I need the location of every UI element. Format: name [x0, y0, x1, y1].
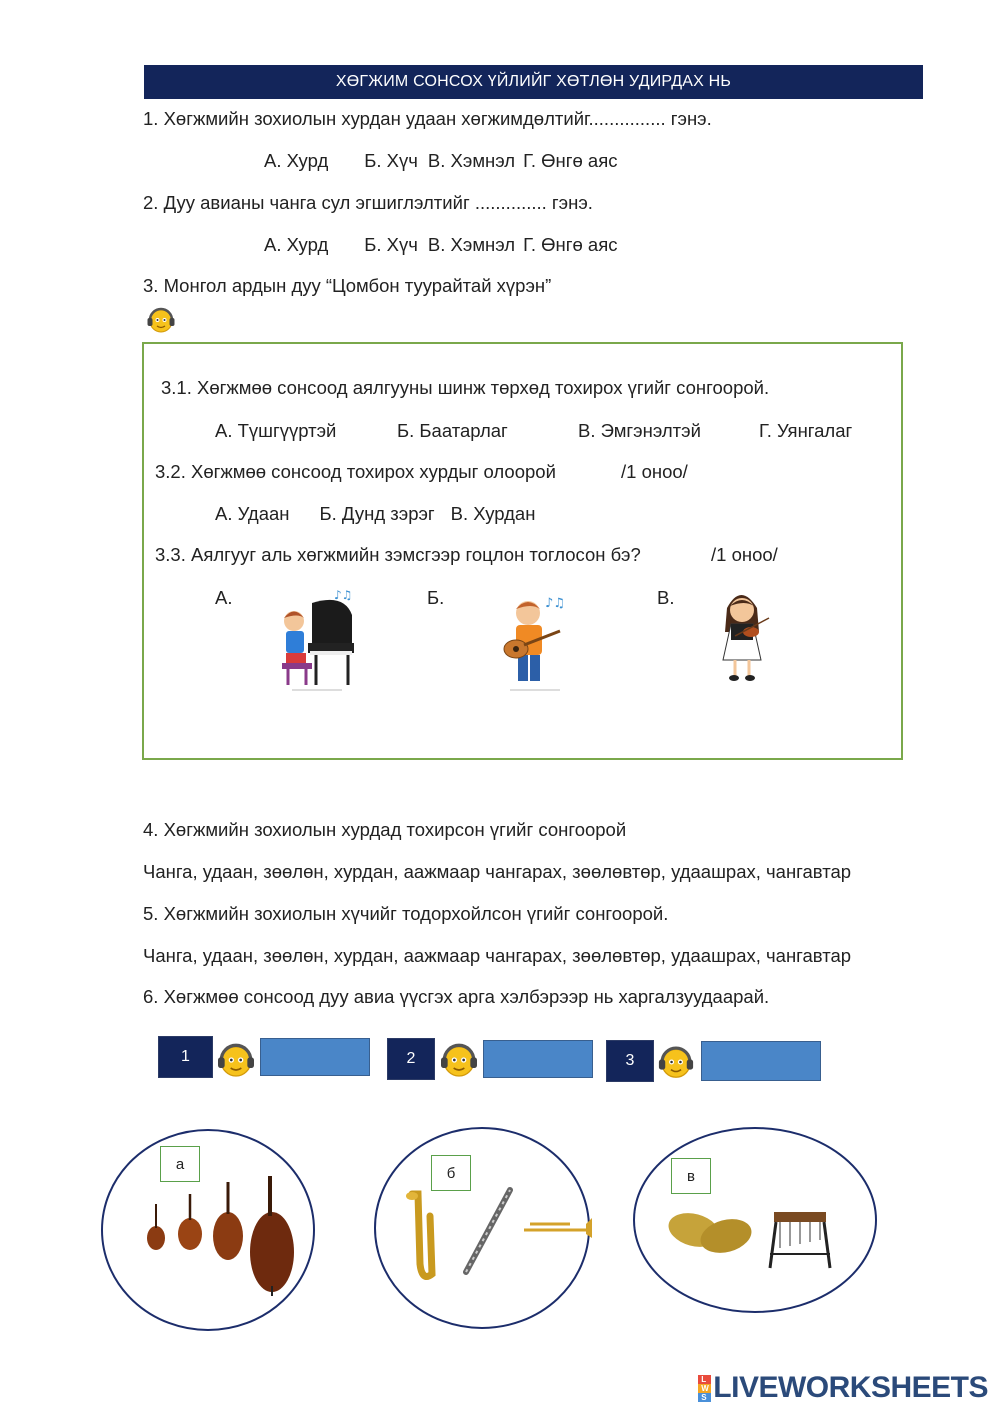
question-5-word-list[interactable]: Чанга, удаан, зөөлөн, хурдан, аажмаар чангарах, зөөлөвтөр, удаашрах, чангавтар [143, 945, 852, 966]
wind-instruments-image [406, 1190, 592, 1276]
question-5: 5. Хөгжмийн зохиолын хүчийг тодорхойлсон үгийг сонгоорой. [143, 903, 669, 924]
slot-2-number: 2 [387, 1038, 435, 1080]
lws-badge: L W S [698, 1375, 711, 1402]
group-b-label: б [431, 1155, 471, 1191]
q3-2-option-a[interactable]: А. Удаан [215, 503, 290, 524]
q2-option-a[interactable]: А. Хурд [264, 234, 329, 255]
svg-text:♪♫: ♪♫ [545, 596, 565, 611]
q1-option-b[interactable]: Б. Хүч [364, 150, 418, 171]
question-4-word-list[interactable]: Чанга, удаан, зөөлөн, хурдан, аажмаар чангарах, зөөлөвтөр, удаашрах, чангавтар [143, 861, 852, 882]
q2-option-c[interactable]: В. Хэмнэл [427, 234, 516, 255]
string-instruments-image [147, 1176, 294, 1296]
q2-option-d[interactable]: Г. Өнгө аяс [523, 234, 618, 255]
q3-2-option-b[interactable]: Б. Дунд зэрэг [319, 503, 435, 524]
group-c-label: в [671, 1158, 711, 1194]
q3-1-option-a[interactable]: А. Түшгүүртэй [215, 420, 337, 441]
answer-box-1[interactable] [260, 1038, 370, 1076]
question-3-3-points: /1 оноо/ [711, 544, 778, 565]
headphones-audio-icon[interactable] [439, 1040, 479, 1080]
headphones-audio-icon[interactable] [657, 1043, 695, 1081]
question-3-1: 3.1. Хөгжмөө сонсоод аялгууны шинж төрхөд тохирох үгийг сонгоорой. [161, 377, 770, 398]
headphones-audio-icon[interactable] [216, 1040, 256, 1080]
q2-option-b[interactable]: Б. Хүч [364, 234, 418, 255]
q3-1-option-c[interactable]: В. Эмгэнэлтэй [578, 420, 701, 441]
answer-box-2[interactable] [483, 1040, 593, 1078]
question-3: 3. Монгол ардын дуу “Цомбон туурайтай хүрэн” [143, 275, 552, 296]
q1-option-c[interactable]: В. Хэмнэл [427, 150, 516, 171]
slot-3-number: 3 [606, 1040, 654, 1082]
headphones-audio-icon[interactable] [146, 305, 176, 335]
boy-playing-piano-image[interactable] [272, 585, 362, 695]
percussion-instruments-image [665, 1208, 830, 1268]
instrument-groups [100, 1124, 880, 1334]
q1-option-d[interactable]: Г. Өнгө аяс [523, 150, 618, 171]
q3-2-option-c[interactable]: В. Хурдан [450, 503, 536, 524]
liveworksheets-logo [698, 1371, 988, 1405]
question-2: 2. Дуу авианы чанга сул эгшиглэлтийг .............. гэнэ. [143, 192, 593, 213]
question-1-options [264, 150, 617, 172]
q3-1-option-b[interactable]: Б. Баатарлаг [397, 420, 508, 441]
group-c-circle [634, 1128, 876, 1312]
question-3-2-points: /1 оноо/ [621, 461, 688, 482]
slot-1-number: 1 [158, 1036, 213, 1078]
question-1: 1. Хөгжмийн зохиолын хурдан удаан хөгжимдөлтийг............... гэнэ. [143, 108, 712, 129]
question-3-3: 3.3. Аялгууг аль хөгжмийн зэмсгээр гоцлон тоглосон бэ? [155, 544, 641, 565]
question-3-2: 3.2. Хөгжмөө сонсоод тохирох хурдыг олоорой [155, 461, 556, 482]
question-6: 6. Хөгжмөө сонсоод дуу авиа үүсгэх арга хэлбэрээр нь харгалзуудаарай. [143, 986, 770, 1007]
q3-3-option-c[interactable]: В. [657, 587, 675, 608]
logo-text: LIVEWORKSHEETS [713, 1371, 988, 1404]
answer-box-3[interactable] [701, 1041, 821, 1081]
question-2-options [264, 234, 617, 256]
group-a-label: а [160, 1146, 200, 1182]
question-3-2-options [215, 503, 535, 525]
q1-option-a[interactable]: А. Хурд [264, 150, 329, 171]
q3-3-option-a[interactable]: А. [215, 587, 233, 608]
svg-text:♪♫: ♪♫ [334, 588, 353, 602]
boy-playing-guitar-image[interactable] [490, 585, 580, 695]
q3-1-option-d[interactable]: Г. Уянгалаг [759, 420, 853, 441]
question-4: 4. Хөгжмийн зохиолын хурдад тохирсон үгийг сонгоорой [143, 819, 627, 840]
q3-3-option-b[interactable]: Б. [427, 587, 445, 608]
girl-playing-violin-image[interactable] [705, 580, 795, 690]
group-b-circle [375, 1128, 589, 1328]
worksheet-title: ХӨГЖИМ СОНСОХ ҮЙЛИЙГ ХӨТЛӨН УДИРДАХ НЬ [144, 65, 923, 99]
